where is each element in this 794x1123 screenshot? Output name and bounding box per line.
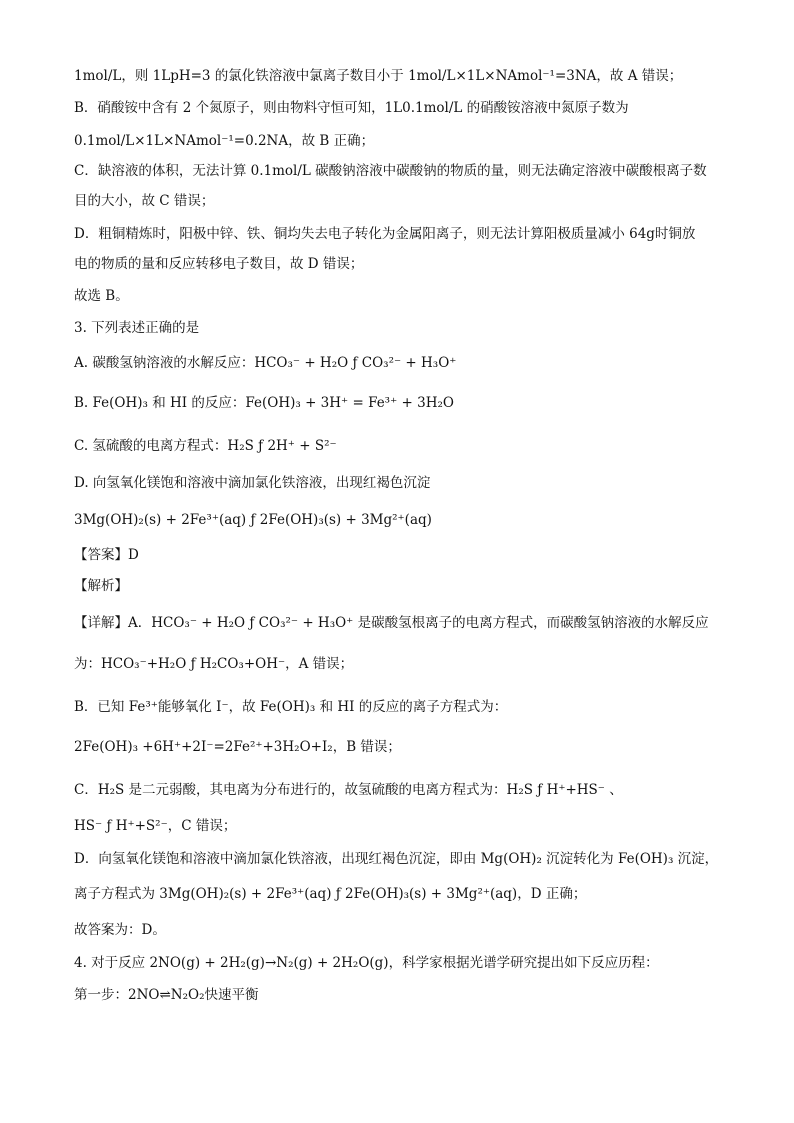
detail-a-line-2: 为：HCO₃⁻+H₂O ƒ H₂CO₃+OH⁻，A 错误； xyxy=(74,656,354,672)
detail-a-line-1: 【详解】A．HCO₃⁻ + H₂O ƒ CO₃²⁻ + H₃O⁺ 是碳酸氢根离子的电离方程式，而碳酸氢钠溶液的水解反应 xyxy=(74,615,709,631)
option-a: A. 碳酸氢钠溶液的水解反应：HCO₃⁻ + H₂O ƒ CO₃²⁻ + H₃O⁺ xyxy=(74,355,457,371)
text-line-3: 0.1mol/L×1L×NAmol⁻¹=0.2NA，故 B 正确； xyxy=(74,133,375,149)
conclusion: 故答案为：D。 xyxy=(74,922,166,938)
detail-c-line-2: HS⁻ ƒ H⁺+S²⁻，C 错误； xyxy=(74,818,237,834)
text-line-6: D．粗铜精炼时，阳极中锌、铁、铜均失去电子转化为金属阳离子，则无法计算阳极质量减小 64g时铜放 xyxy=(74,226,696,242)
text-line-2: B．硝酸铵中含有 2 个氮原子，则由物料守恒可知，1L0.1mol/L 的硝酸铵溶液中氮原子数为 xyxy=(74,100,629,116)
detail-d-line-1: D．向氢氧化镁饱和溶液中滴加氯化铁溶液，出现红褐色沉淀，即由 Mg(OH)₂ 沉淀转化为 Fe(OH)₃ 沉淀， xyxy=(74,851,719,867)
question-4-step-1: 第一步：2NO⇌N₂O₂快速平衡 xyxy=(74,987,259,1003)
text-line-5: 目的大小，故 C 错误； xyxy=(74,193,215,209)
text-line-7: 电的物质的量和反应转移电子数目，故 D 错误； xyxy=(74,256,364,272)
detail-b-line-2: 2Fe(OH)₃ +6H⁺+2I⁻=2Fe²⁺+3H₂O+I₂，B 错误； xyxy=(74,739,401,755)
question-4-stem: 4. 对于反应 2NO(g) + 2H₂(g)→N₂(g) + 2H₂O(g)，科学家根据光谱学研究提出如下反应历程： xyxy=(74,955,659,971)
answer-label: 【答案】D xyxy=(74,547,139,563)
option-b: B. Fe(OH)₃ 和 HI 的反应：Fe(OH)₃ + 3H⁺ = Fe³⁺ + 3H₂O xyxy=(74,395,454,411)
option-d-equation: 3Mg(OH)₂(s) + 2Fe³⁺(aq) ƒ 2Fe(OH)₃(s) + 3Mg²⁺(aq) xyxy=(74,512,432,528)
text-line-4: C．缺溶液的体积，无法计算 0.1mol/L 碳酸钠溶液中碳酸钠的物质的量，则无法确定溶液中碳酸根离子数 xyxy=(74,163,707,179)
analysis-label: 【解析】 xyxy=(74,578,128,594)
detail-d-line-2: 离子方程式为 3Mg(OH)₂(s) + 2Fe³⁺(aq) ƒ 2Fe(OH)₃(s) + 3Mg²⁺(aq)，D 正确； xyxy=(74,886,587,902)
option-d: D. 向氢氧化镁饱和溶液中滴加氯化铁溶液，出现红褐色沉淀 xyxy=(74,475,431,491)
detail-b-line-1: B．已知 Fe³⁺能够氧化 I⁻，故 Fe(OH)₃ 和 HI 的反应的离子方程式为： xyxy=(74,699,508,715)
option-c: C. 氢硫酸的电离方程式：H₂S ƒ 2H⁺ + S²⁻ xyxy=(74,438,337,454)
text-line-8: 故选 B。 xyxy=(74,288,129,304)
detail-c-line-1: C．H₂S 是二元弱酸，其电离为分布进行的，故氢硫酸的电离方程式为：H₂S ƒ H⁺+HS⁻ 、 xyxy=(74,782,623,798)
text-line-1: 1mol/L，则 1LpH=3 的氯化铁溶液中氯离子数目小于 1mol/L×1L×NAmol⁻¹=3NA，故 A 错误； xyxy=(74,68,683,84)
question-3-stem: 3. 下列表述正确的是 xyxy=(74,320,200,336)
